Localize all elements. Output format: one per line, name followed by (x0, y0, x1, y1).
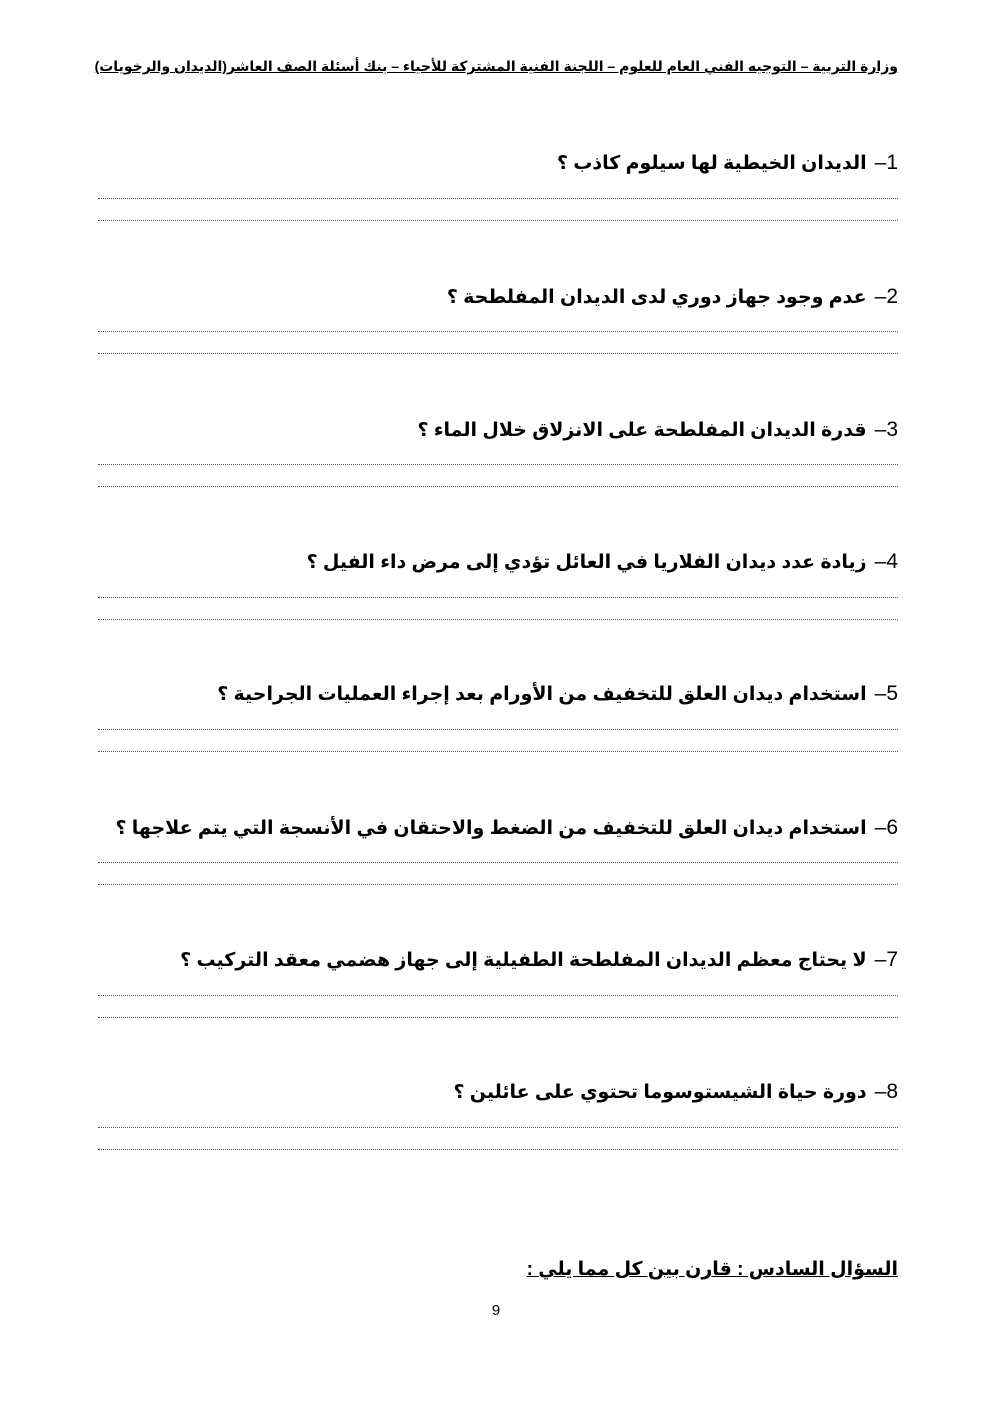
question-number: 4– (874, 550, 898, 573)
question-6 (98, 815, 898, 842)
answer-line[interactable] (98, 884, 898, 885)
answer-line[interactable] (98, 862, 898, 863)
question-4 (98, 549, 898, 576)
answer-line[interactable] (98, 486, 898, 487)
question-number: 6– (874, 816, 898, 839)
question-number: 8– (874, 1080, 898, 1103)
answer-line[interactable] (98, 729, 898, 730)
answer-line[interactable] (98, 1017, 898, 1018)
answer-line[interactable] (98, 1149, 898, 1150)
answer-line[interactable] (98, 331, 898, 332)
answer-line[interactable] (98, 619, 898, 620)
question-2 (98, 284, 898, 311)
question-text: الديدان الخيطية لها سيلوم كاذب ؟ (556, 153, 867, 174)
question-text: زيادة عدد ديدان الفلاريا في العائل تؤدي إلى مرض داء الفيل ؟ (306, 552, 867, 573)
question-number: 1– (874, 151, 898, 174)
question-text: قدرة الديدان المفلطحة على الانزلاق خلال الماء ؟ (417, 420, 867, 441)
answer-line[interactable] (98, 1127, 898, 1128)
section-title: السؤال السادس : قارن بين كل مما يلي : (526, 1259, 898, 1280)
question-text: استخدام ديدان العلق للتخفيف من الأورام بعد إجراء العمليات الجراحية ؟ (217, 684, 867, 705)
question-text: عدم وجود جهاز دوري لدى الديدان المفلطحة ؟ (446, 287, 867, 308)
question-number: 3– (874, 418, 898, 441)
question-7 (98, 947, 898, 974)
answer-line[interactable] (98, 198, 898, 199)
question-text: دورة حياة الشيستوسوما تحتوي على عائلين ؟ (453, 1082, 867, 1103)
question-3 (98, 417, 898, 444)
answer-line[interactable] (98, 220, 898, 221)
page-header: وزارة التربية – التوجيه الفني العام للعلوم – اللجنة الفنية المشتركة للأحياء – بنك أسئلة الصف العاشر(الديدان والرخويات) (94, 58, 898, 74)
answer-line[interactable] (98, 995, 898, 996)
answer-line[interactable] (98, 751, 898, 752)
answer-line[interactable] (98, 597, 898, 598)
question-5 (98, 681, 898, 708)
question-text: لا يحتاج معظم الديدان المفلطحة الطفيلية إلى جهاز هضمي معقد التركيب ؟ (180, 950, 867, 971)
answer-line[interactable] (98, 464, 898, 465)
answer-line[interactable] (98, 353, 898, 354)
question-8 (98, 1079, 898, 1106)
question-text: استخدام ديدان العلق للتخفيف من الضغط والاحتقان في الأنسجة التي يتم علاجها ؟ (115, 818, 867, 839)
page-number: 9 (491, 1302, 501, 1319)
question-number: 7– (874, 948, 898, 971)
question-number: 2– (874, 285, 898, 308)
question-number: 5– (874, 682, 898, 705)
question-1 (98, 150, 898, 177)
